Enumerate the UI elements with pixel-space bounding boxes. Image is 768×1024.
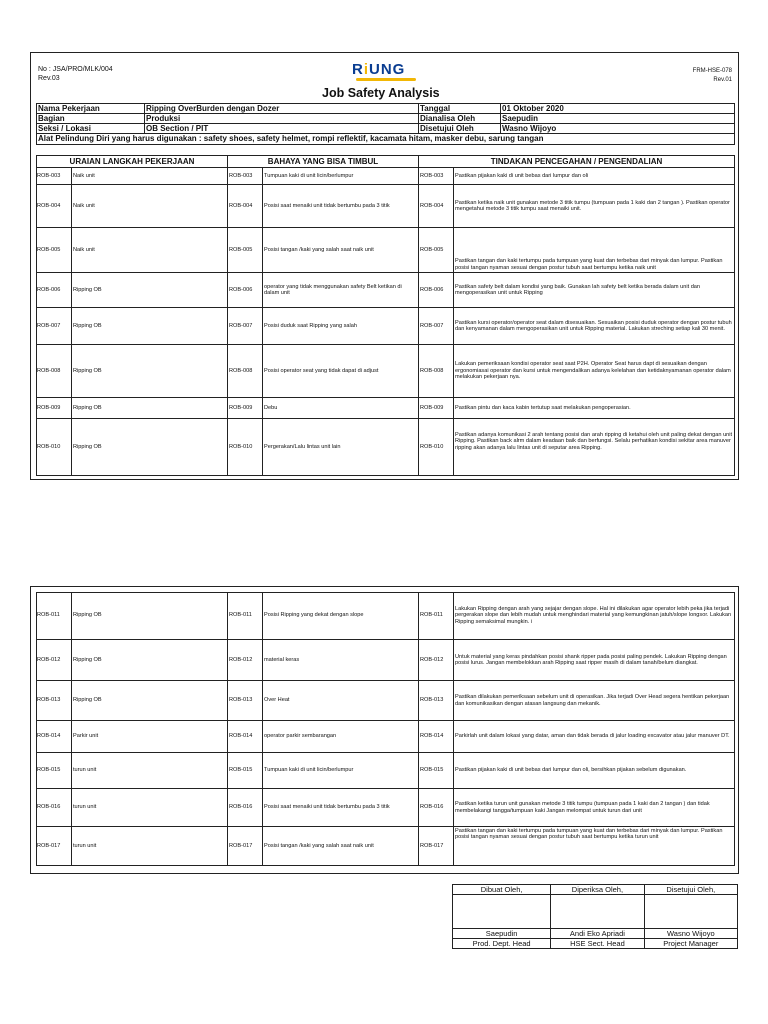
step-code: ROB-006 [37, 286, 61, 293]
column-header-hazards: BAHAYA YANG BISA TIMBUL [227, 155, 419, 168]
control-code: ROB-008 [418, 345, 453, 397]
step-code: ROB-003 [37, 172, 61, 179]
control-code: ROB-012 [418, 640, 453, 680]
step-text: Ripping OB [71, 419, 227, 476]
bagian-label: Bagian [36, 113, 145, 124]
made-by-label: Dibuat Oleh, [453, 885, 551, 895]
control-code: ROB-010 [418, 419, 453, 476]
step-text: Ripping OB [71, 345, 227, 397]
hazard-text: operator yang tidak menggunakan safety Belt ketikan di dalam unit [262, 273, 418, 307]
approved-by-name: Wasno Wijoyo [644, 929, 737, 939]
step-text: Parkir unit [71, 721, 227, 752]
step-code: ROB-010 [37, 444, 61, 451]
step-code: ROB-007 [37, 322, 61, 329]
step-code: ROB-017 [37, 843, 61, 850]
step-text: Ripping OB [71, 681, 227, 720]
table-row [36, 592, 735, 640]
company-logo: RiUNG [352, 61, 406, 78]
step-code: ROB-004 [37, 202, 61, 209]
hazard-text: Tumpuan kaki di unit licin/berlumpur [262, 168, 418, 184]
step-code: ROB-013 [37, 697, 61, 704]
disetujui-value: Wasno Wijoyo [500, 123, 735, 134]
hazard-code: ROB-007 [227, 308, 262, 344]
step-code: ROB-012 [37, 656, 61, 663]
hazard-code: ROB-014 [227, 721, 262, 752]
page-title: Job Safety Analysis [322, 86, 440, 100]
tanggal-label: Tanggal [418, 103, 501, 114]
table-row [36, 398, 735, 419]
made-by-name: Saepudin [453, 929, 551, 939]
hazard-text: Pergerakan/Lalu lintas unit lain [262, 419, 418, 476]
bagian-value: Produksi [144, 113, 419, 124]
step-text: turun unit [71, 789, 227, 826]
hazard-code: ROB-015 [227, 753, 262, 788]
column-header-steps: URAIAN LANGKAH PEKERJAAN [36, 155, 228, 168]
table-row [36, 168, 735, 185]
control-text: Lakukan pemeriksaan kondisi operator seat saat P2H. Operator Seat harus dapt di sesuaikan dengan ergonomiasai operator dan kursi untuk mengendalikan adanya kelelahan dan ketidaknyamanan operator dalam melakukan pekerjaan nya. [453, 345, 735, 397]
table-row [36, 721, 735, 753]
apd-requirement: Alat Pelindung Diri yang harus digunakan : safety shoes, safety helmet, rompi reflektif, kacamata hitam, masker debu, sarung tangan [36, 133, 735, 145]
control-text: Lakukan Ripping dengan arah yang sejajar dengan slope. Hal ini dilakukan agar operator lebih peka jika terjadi pergerakan slope dan lebih mudah untuk menghindari material yang kemungkinan jatuh/slope longsor. Lakukan Ripping semaksimal mungkin. i [453, 592, 735, 639]
step-code: ROB-008 [37, 367, 61, 374]
checked-by-signature-space [551, 895, 644, 929]
control-code: ROB-015 [418, 753, 453, 788]
control-code: ROB-014 [418, 721, 453, 752]
table-row [36, 753, 735, 789]
checked-by-title: HSE Sect. Head [551, 939, 644, 949]
step-code: ROB-016 [37, 804, 61, 811]
approved-by-label: Disetujui Oleh, [644, 885, 737, 895]
step-text: Ripping OB [71, 308, 227, 344]
control-text: Pastikan ketika naik unit gunakan metode 3 titik tumpu (tumpuan pada 1 kaki dan 2 tangan ). Pastikan operator mengetahui metode 3 titik tumpu saat menaiki unit. [453, 185, 735, 227]
hazard-text: Debu [262, 398, 418, 418]
control-text: Pastikan pintu dan kaca kabin tertutup saat melakukan pengoperasian. [453, 398, 735, 418]
control-text: Pastikan ketika turun unit gunakan metode 3 titik tumpu (tumpuan pada 1 kaki dan 2 tangan ) dan tidak membelakangi tangga/tumpuan kaki Jangan melompat untuk turun dari unit [453, 789, 735, 826]
control-code: ROB-005 [418, 228, 453, 272]
hazard-code: ROB-012 [227, 640, 262, 680]
seksi-label: Seksi / Lokasi [36, 123, 145, 134]
doc-revision: Rev.03 [38, 75, 60, 82]
control-code: ROB-016 [418, 789, 453, 826]
hazard-code: ROB-003 [227, 168, 262, 184]
hazard-text: Posisi saat menaiki unit tidak bertumbu pada 3 titik [262, 789, 418, 826]
table-row [36, 681, 735, 721]
table-row [36, 419, 735, 476]
tanggal-value: 01 Oktober 2020 [500, 103, 735, 114]
hazard-code: ROB-016 [227, 789, 262, 826]
hazard-code: ROB-006 [227, 273, 262, 307]
control-code: ROB-004 [418, 185, 453, 227]
hazard-code: ROB-009 [227, 398, 262, 418]
step-code: ROB-011 [37, 612, 60, 619]
step-text: Naik unit [71, 168, 227, 184]
table-row [36, 827, 735, 866]
control-text: Pastikan adanya komunikasi 2 arah tentang posisi dan arah ripping di ketahui oleh unit paling dekat dengan unit Ripping. Pastikan back alrm dalam keadaan baik dan berfungsi. Selalu perhatikan kondisi sekitar area manuver ripping akan adanya lalu lintas unit di seputar area Ripping. [453, 419, 735, 476]
doc-number: No : JSA/PRO/MLK/004 [38, 66, 113, 73]
control-text: Pastikan pijakan kaki di unit bebas dari lumpur dan oli [453, 168, 735, 184]
hazard-text: Posisi Ripping yang dekat dengan slope [262, 592, 418, 639]
control-text: Pastikan dilakukan pemeriksaan sebelum unit di operasikan. Jika terjadi Over Head segera hentikan pekerjaan dan komunikasikan dengan atasan langsung dan mekanik. [453, 681, 735, 720]
nama-pekerjaan-value: Ripping OverBurden dengan Dozer [144, 103, 419, 114]
control-code: ROB-013 [418, 681, 453, 720]
control-text: Pastikan safety belt dalam kondisi yang baik. Gunakan lah safety belt ketika berada dalam unit dan mengoperasikan unit untuk Ripping [453, 273, 735, 307]
hazard-text: Posisi tangan /kaki yang salah saat naik unit [262, 827, 418, 866]
hazard-code: ROB-017 [227, 827, 262, 866]
table-row [36, 640, 735, 681]
hazard-text: Tumpuan kaki di unit licin/berlumpur [262, 753, 418, 788]
disetujui-label: Disetujui Oleh [418, 123, 501, 134]
hazard-text: Posisi duduk saat Ripping yang salah [262, 308, 418, 344]
hazard-code: ROB-005 [227, 228, 262, 272]
hazard-code: ROB-010 [227, 419, 262, 476]
hazard-text: Posisi saat menaiki unit tidak bertumbu pada 3 titik [262, 185, 418, 227]
approved-by-signature-space [644, 895, 737, 929]
checked-by-label: Diperiksa Oleh, [551, 885, 644, 895]
hazard-code: ROB-004 [227, 185, 262, 227]
made-by-title: Prod. Dept. Head [453, 939, 551, 949]
dianalisa-value: Saepudin [500, 113, 735, 124]
signature-table [452, 884, 738, 949]
step-code: ROB-009 [37, 404, 61, 411]
step-text: Ripping OB [71, 592, 227, 639]
hazard-text: material keras [262, 640, 418, 680]
column-header-controls: TINDAKAN PENCEGAHAN / PENGENDALIAN [418, 155, 735, 168]
control-text: Pastikan pijakan kaki di unit bebas dari lumpur dan oli, bersihkan pijakan sebelum digunakan. [453, 753, 735, 788]
form-revision: Rev.01 [713, 77, 732, 83]
hazard-code: ROB-011 [227, 592, 262, 639]
dianalisa-label: Dianalisa Oleh [418, 113, 501, 124]
control-code: ROB-017 [418, 827, 453, 866]
table-row [36, 273, 735, 308]
step-text: Ripping OB [71, 273, 227, 307]
table-row [36, 228, 735, 273]
control-text: Parkirlah unit dalam lokasi yang datar, aman dan tidak berada di jalur loading excavator atau jalur manuver DT. [453, 721, 735, 752]
control-code: ROB-007 [418, 308, 453, 344]
control-text: Pastikan tangan dan kaki tertumpu pada tumpuan yang kuat dan terbebas dari minyak dan lumpur. Pastikan posisi tangan nyaman sesuai dengan postur tubuh saat bertumpu ketika turun unit [453, 827, 735, 866]
seksi-value: OB Section / PIT [144, 123, 419, 134]
hazard-text: Over Heat [262, 681, 418, 720]
control-code: ROB-011 [418, 592, 453, 639]
control-text: Pastikan kursi operator/operator seat dalam disesuaikan. Sesuaikan posisi duduk operator dengan postur tubuh dan kenyamanan dalam mengoperasikan unit untuk Ripping material. Lakukan streching setiap kali 30 menit. [453, 308, 735, 344]
step-code: ROB-015 [37, 767, 61, 774]
form-code: FRM-HSE-078 [692, 68, 732, 74]
table-row [36, 345, 735, 398]
table-row [36, 308, 735, 345]
step-text: turun unit [71, 827, 227, 866]
control-code: ROB-003 [418, 168, 453, 184]
approved-by-title: Project Manager [644, 939, 737, 949]
step-text: Ripping OB [71, 640, 227, 680]
step-text: Ripping OB [71, 398, 227, 418]
control-text: Pastikan tangan dan kaki tertumpu pada tumpuan yang kuat dan terbebas dari minyak dan lumpur. Pastikan posisi tangan nyaman sesuai dengan postur tubuh saat bertumpu ketika naik unit [453, 228, 735, 272]
control-text: Untuk material yang keras pindahkan posisi shank ripper pada posisi paling pendek. Lakukan Ripping dengan posisi lurus. Jangan membelokkan arah Ripping saat ripper masih di dalam tanah/belum diangkat. [453, 640, 735, 680]
step-code: ROB-014 [37, 733, 61, 740]
hazard-text: operator parkir sembarangan [262, 721, 418, 752]
nama-pekerjaan-label: Nama Pekerjaan [36, 103, 145, 114]
step-text: Naik unit [71, 228, 227, 272]
checked-by-name: Andi Eko Apriadi [551, 929, 644, 939]
hazard-text: Posisi operator seat yang tidak dapat di adjust [262, 345, 418, 397]
table-row [36, 789, 735, 827]
control-code: ROB-006 [418, 273, 453, 307]
step-text: turun unit [71, 753, 227, 788]
made-by-signature-space [453, 895, 551, 929]
step-text: Naik unit [71, 185, 227, 227]
hazard-code: ROB-008 [227, 345, 262, 397]
hazard-text: Posisi tangan /kaki yang salah saat naik unit [262, 228, 418, 272]
control-code: ROB-009 [418, 398, 453, 418]
logo-swoosh [356, 78, 416, 81]
table-row [36, 185, 735, 228]
step-code: ROB-005 [37, 246, 61, 253]
hazard-code: ROB-013 [227, 681, 262, 720]
